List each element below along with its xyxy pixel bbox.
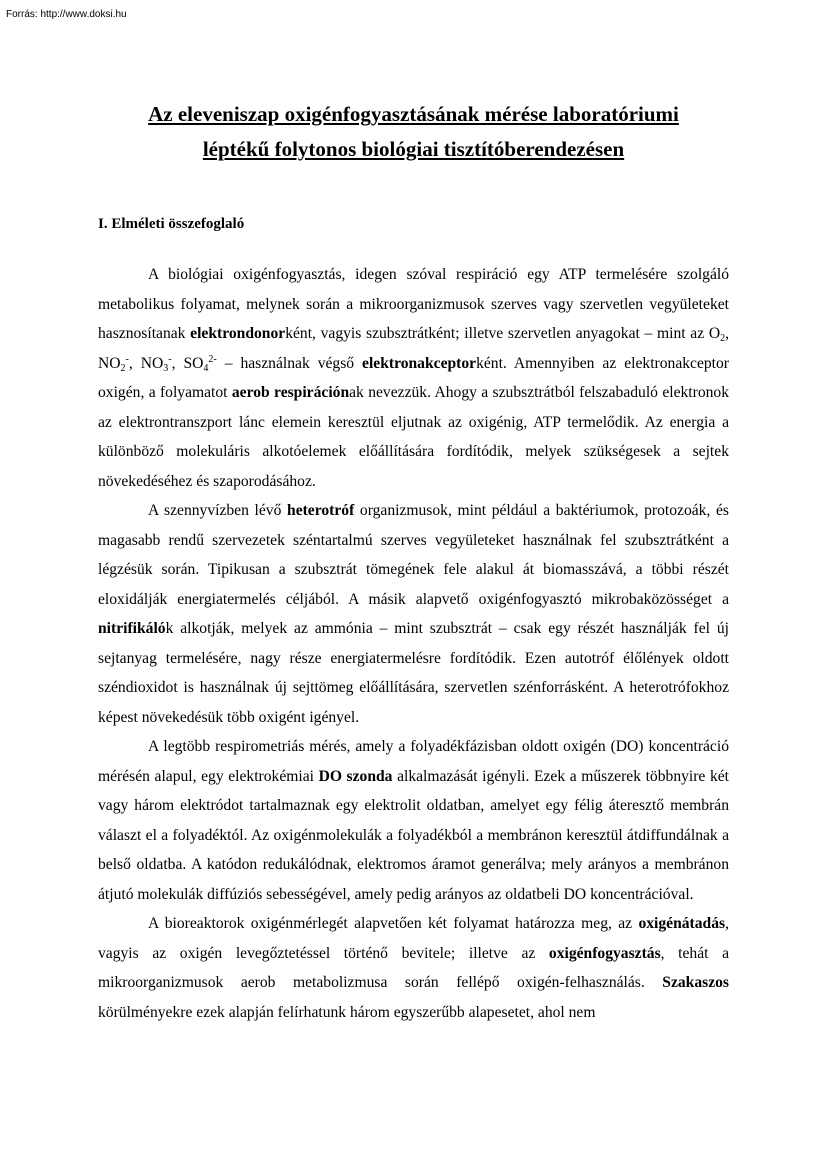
paragraph-respiration: A biológiai oxigénfogyasztás, idegen szóval respiráció egy ATP termelésére szolgáló metabolikus folyamat, melynek során a mikroorganizmusok szerves vagy szervetlen vegyületeket hasznosítanak elektrondonorként, vagyis szubsztrátként; illetve szervetlen anyagokat – mint az $O_2$, $NO_2^-$, $NO_3^-$, $SO_4^{2-}$ – használnak végső elektronakceptorként. Amennyiben az elektronakceptor oxigén, a folyamatot aerob respirációnak nevezzük. Ahogy a szubsztrátból felszabaduló elektronok az elektrontranszport lánc elemein keresztül eljutnak az oxigénig, ATP termelődik. Az energia a különböző molekuláris alkotóelemek előállítására fordítódik, melyek szükségesek a sejtek növekedéséhez és szaporodásához. — [98, 266, 730, 490]
source-url: Forrás: http://www.doksi.hu — [6, 9, 127, 20]
paragraph-oxygen-balance: A bioreaktorok oxigénmérlegét alapvetően két folyamat határozza meg, az oxigénátadás, vagyis az oxigén levegőztetéssel történő bevitele; illetve az oxigénfogyasztás, tehát a mikroorganizmusok aerob metabolizmusa során fellépő oxigén-felhasználás. Szakaszos körülményekre ezek alapján felírhatunk három egyszerűbb alapesetet, ahol nem — [98, 915, 729, 1021]
title-line-1: Az eleveniszap oxigénfogyasztásának mérése laboratóriumi — [148, 102, 679, 126]
document-body — [98, 260, 729, 1027]
title-line-2: léptékű folytonos biológiai tisztítóberendezésen — [202, 137, 625, 161]
paragraph-do-probe: A legtöbb respirometriás mérés, amely a folyadékfázisban oldott oxigén (DO) koncentráció mérésén alapul, egy elektrokémiai DO szonda alkalmazását igényli. Ezek a műszerek többnyire két vagy három elektródot tartalmaznak egy elektrolit oldatban, amelyet egy félig áteresztő membrán választ el a folyadéktól. Az oxigénmolekulák a folyadékból a membránon keresztül átdiffundálnak a belső oldatba. A katódon redukálódnak, elektromos áramot generálva; mely arányos a membránon átjutó molekulák diffúziós sebességével, amely pedig arányos az oldatbeli DO koncentrációval. — [98, 738, 729, 903]
paragraph-heterotroph: A szennyvízben lévő heterotróf organizmusok, mint például a baktériumok, protozoák, és magasabb rendű szervezetek széntartalmú szerves vegyületeket használnak fel szubsztrátként a légzésük során. Tipikusan a szubsztrát tömegének fele alakul át biomasszává, a többi részét eloxidálják energiatermelés céljából. A másik alapvető oxigénfogyasztó mikrobaközösséget a nitrifikálók alkotják, melyek az ammónia – mint szubsztrát – csak egy részét használják fel új sejtanyag termelésére, nagy része energiatermelésre fordítódik. Ezen autotróf élőlények oldott széndioxidot is használnak új sejttömeg előállítására, szervetlen szénforrásként. A heterotrófokhoz képest növekedésük több oxigént igényel. — [98, 502, 729, 726]
document-title — [98, 97, 729, 167]
section-heading: I. Elméleti összefoglaló — [98, 216, 245, 232]
